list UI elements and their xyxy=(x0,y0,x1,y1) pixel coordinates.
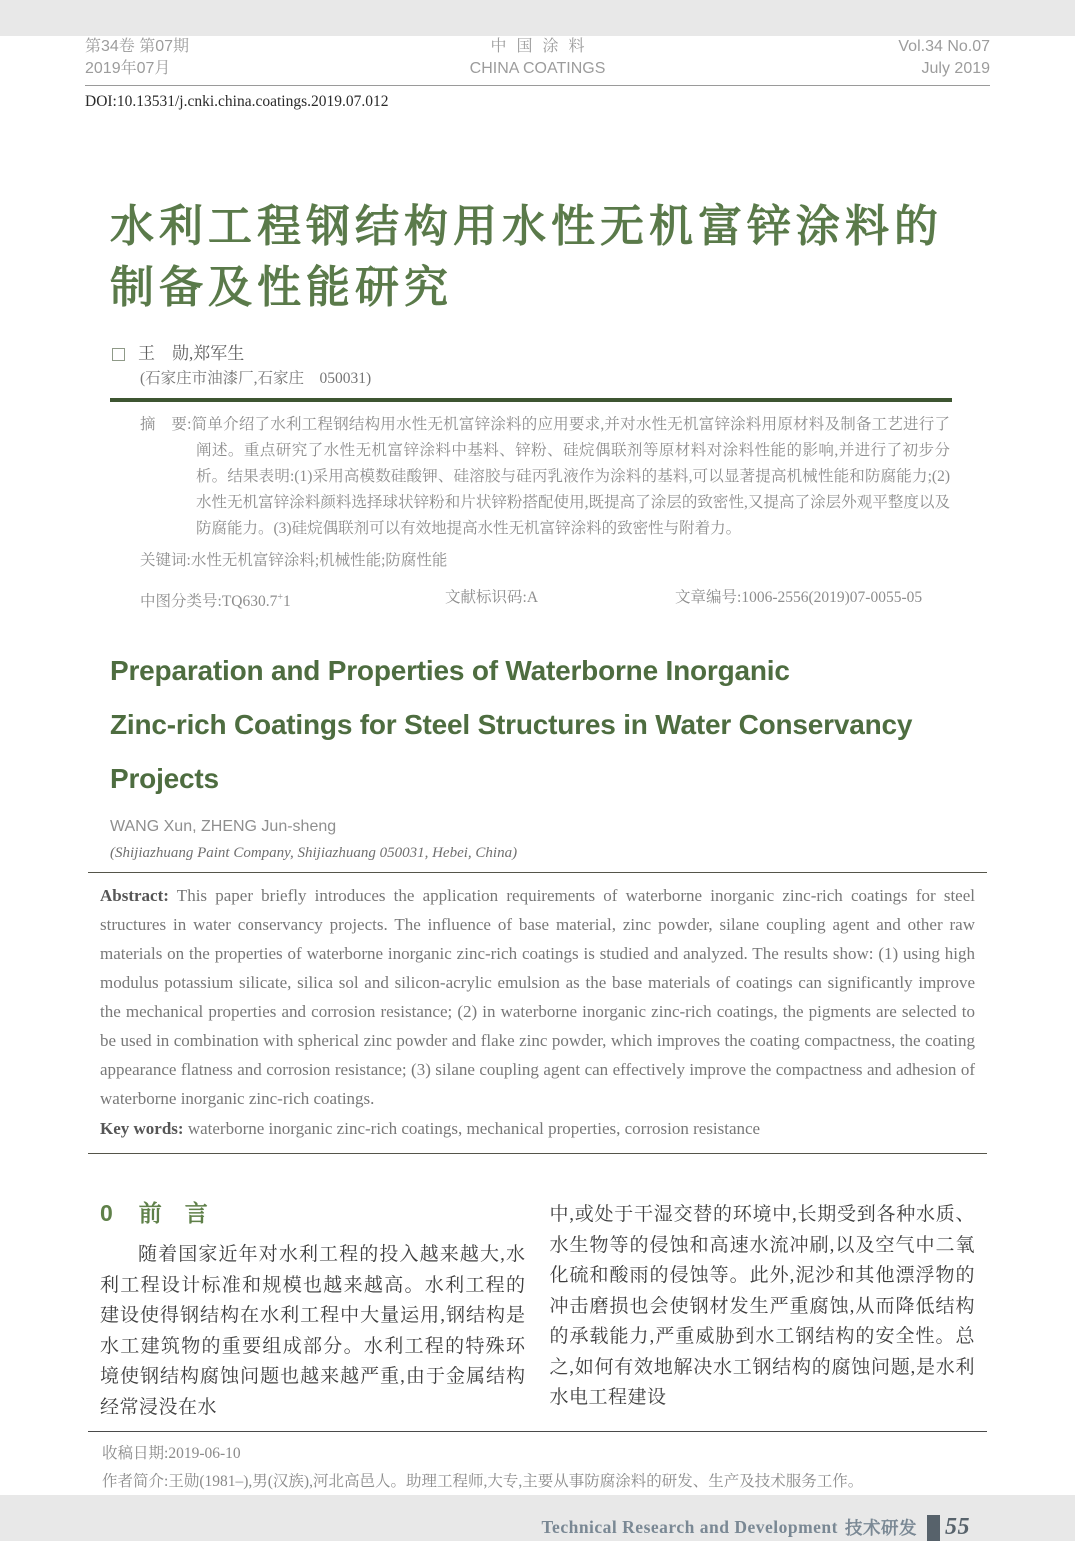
abstract-text-cn: 简单介绍了水利工程钢结构用水性无机富锌涂料的应用要求,并对水性无机富锌涂料用原材料及制备工艺进行了阐述。重点研究了水性无机富锌涂料中基料、锌粉、硅烷偶联剂等原材料对涂料性能的影响,并进行了初步分析。结果表明:(1)采用高模数硅酸钾、硅溶胶与硅丙乳液作为涂料的基料,可以显著提高机械性能和防腐能力;(2)水性无机富锌涂料颜料选择球状锌粉和片状锌粉搭配使用,既提高了涂层的致密性,又提高了涂层外观平整度以及防腐能力。(3)硅烷偶联剂可以有效地提高水性无机富锌涂料的致密性与附着力。 xyxy=(191,416,950,537)
title-en-line3: Projects xyxy=(110,763,219,795)
journal-header xyxy=(85,36,990,86)
affiliation-en: (Shijiazhuang Paint Company, Shijiazhuang 050031, Hebei, China) xyxy=(110,845,518,862)
footer-section-en: Technical Research and Development xyxy=(541,1517,838,1538)
header-right xyxy=(688,36,990,80)
footnotes xyxy=(88,1431,987,1496)
date-en: July 2019 xyxy=(921,60,991,77)
abstract-label-cn: 摘 要: xyxy=(140,416,192,433)
keywords-text-cn: 水性无机富锌涂料;机械性能;防腐性能 xyxy=(190,552,448,569)
body-columns xyxy=(100,1198,975,1423)
abstract-cn xyxy=(140,412,950,542)
body-column-right xyxy=(550,1198,976,1423)
abstract-label-en: Abstract: xyxy=(100,886,169,906)
keywords-text-en: waterborne inorganic zinc-rich coatings, mechanical properties, corrosion resistance xyxy=(183,1119,761,1139)
author-marker-icon xyxy=(112,348,125,361)
header-left xyxy=(85,36,387,80)
journal-name-en: CHINA COATINGS xyxy=(469,60,606,77)
clc-superscript: + xyxy=(277,592,283,603)
header-center xyxy=(387,36,689,80)
title-cn-line2: 制备及性能研究 xyxy=(110,263,453,312)
keywords-cn xyxy=(140,548,950,574)
classification-row xyxy=(140,586,950,614)
received-date-line: 收稿日期:2019-06-10 xyxy=(102,1445,241,1463)
article-title-cn xyxy=(110,196,965,318)
keywords-en xyxy=(100,1114,975,1143)
abstract-bottom-rule xyxy=(88,1153,987,1154)
section-title: 前 言 xyxy=(138,1200,208,1227)
authors-cn: 王 勋,郑军生 xyxy=(138,344,245,363)
affiliation-cn: (石家庄市油漆厂,石家庄 050031) xyxy=(140,370,372,387)
title-en-line1: Preparation and Properties of Waterborne Inorganic xyxy=(110,655,790,687)
author-bio-line: 作者简介:王勋(1981–),男(汉族),河北高邑人。助理工程师,大专,主要从事防腐涂料的研发、生产及技术服务工作。 xyxy=(102,1473,864,1491)
authors-en: WANG Xun, ZHENG Jun-sheng xyxy=(110,818,337,836)
section-number: 0 xyxy=(100,1200,113,1227)
title-en-line2: Zinc-rich Coatings for Steel Structures in Water Conservancy xyxy=(110,709,913,741)
title-cn-line1: 水利工程钢结构用水性无机富锌涂料的 xyxy=(110,202,943,251)
body-paragraph-left: 随着国家近年对水利工程的投入越来越大,水利工程设计标准和规模也越来越高。水利工程的建设使得钢结构在水利工程中大量运用,钢结构是水工建筑物的重要组成部分。水利工程的特殊环境使钢结构腐蚀问题也越来越严重,由于金属结构经常浸没在水 xyxy=(100,1244,526,1418)
abstract-text-en: This paper briefly introduces the application requirements of waterborne inorganic zinc-rich coatings for steel structures in water conservancy projects. The influence of base material, zinc powder, silane coupling agent and other raw materials on the properties of waterborne inorganic zinc-rich coatings is studied and analyzed. The results show: (1) using high modulus potassium silicate, silica sol and silicon-acrylic emulsion as the base materials of coatings can significantly improve the mechanical properties and corrosion resistance; (2) in waterborne inorganic zinc-rich coatings, the pigments are selected to be used in combination with spherical zinc powder and flake zinc powder, which improves the coating compactness, the coating appearance flatness and corrosion resistance; (3) silane coupling agent can effectively improve the compactness and adhesion of waterborne inorganic zinc-rich coatings. xyxy=(100,886,975,1109)
volume-issue-cn: 第34卷 第07期 xyxy=(85,38,190,55)
section-heading xyxy=(100,1198,526,1228)
keywords-label-cn: 关键词: xyxy=(140,552,191,569)
page-number-bar xyxy=(927,1515,940,1541)
authors-row-cn xyxy=(112,342,965,366)
date-cn: 2019年07月 xyxy=(85,60,171,77)
doi-line: DOI:10.13531/j.cnki.china.coatings.2019.07.012 xyxy=(85,93,389,110)
article-number: 文章编号:1006-2556(2019)07-0055-05 xyxy=(675,589,923,606)
body-column-left xyxy=(100,1198,526,1423)
abstract-en xyxy=(100,881,975,1113)
abstract-top-rule xyxy=(88,872,987,873)
page-footer xyxy=(0,1514,970,1541)
page-number: 55 xyxy=(945,1514,970,1541)
journal-name-cn: 中国涂料 xyxy=(490,38,595,55)
journal-page xyxy=(0,36,1075,1541)
body-paragraph-right: 中,或处于干湿交替的环境中,长期受到各种水质、水生物等的侵蚀和高速水流冲刷,以及空气中二氧化硫和酸雨的侵蚀等。此外,泥沙和其他漂浮物的冲击磨损也会使钢材发生严重腐蚀,从而降低结构的承载能力,严重威胁到水工钢结构的安全性。总之,如何有效地解决水工钢结构的腐蚀问题,是水利水电工程建设 xyxy=(549,1204,975,1409)
document-code: 文献标识码:A xyxy=(445,589,539,606)
volume-issue-en: Vol.34 No.07 xyxy=(898,38,991,55)
keywords-label-en: Key words: xyxy=(100,1119,184,1139)
title-divider-rule xyxy=(110,398,952,402)
clc-number: 中图分类号:TQ630.7+1 xyxy=(140,592,291,611)
article-title-en xyxy=(110,644,975,806)
footer-section-cn: 技术研发 xyxy=(845,1518,917,1539)
